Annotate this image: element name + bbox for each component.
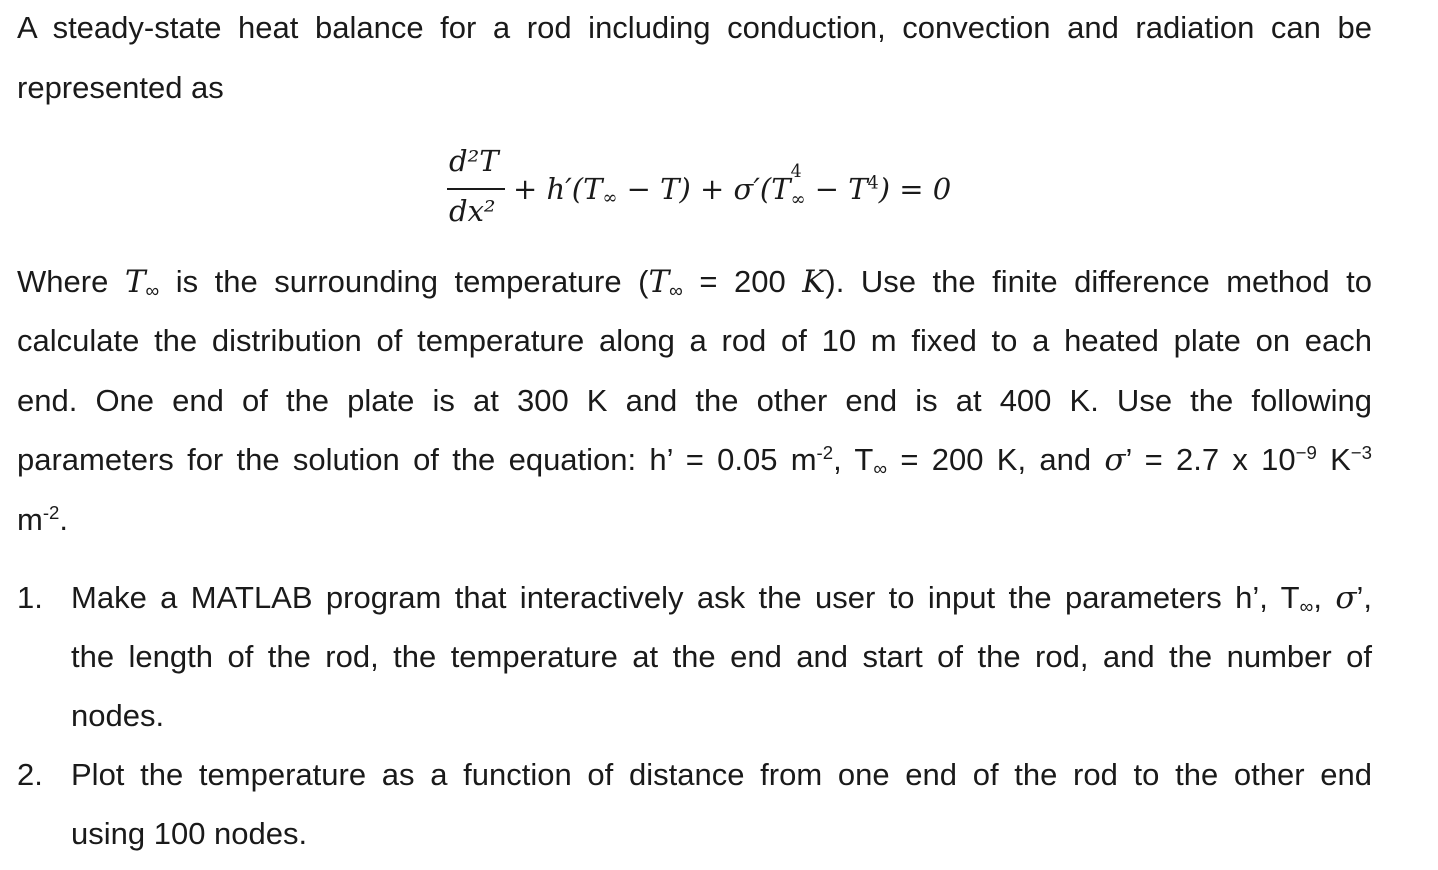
- p4-text-b: , T: [833, 442, 874, 477]
- eq-term-2b: − T: [805, 172, 868, 206]
- equation-terms: [513, 162, 952, 210]
- fraction-numerator: d²T: [449, 144, 499, 178]
- p1-t-symbol-2: T: [648, 264, 670, 300]
- eq-pow-4b: 4: [867, 173, 879, 194]
- intro-line-2: represented as: [17, 70, 224, 105]
- list-item-2-line-1: Plot the temperature as a function of distance from one end of the rod to the other end: [71, 757, 1372, 792]
- list-item-1-number: 1.: [17, 580, 43, 615]
- li1-text-a: Make a MATLAB program that interactively ask the user to input the parameters h’, T: [71, 580, 1300, 615]
- p4-text-c: = 200 K, and: [887, 442, 1105, 477]
- p1-text-b: is the surrounding temperature (: [159, 264, 649, 299]
- li1-sigma: σ: [1335, 580, 1357, 616]
- p5-text-b: .: [59, 502, 68, 537]
- eq-t-inf-4: [790, 162, 806, 210]
- paragraph-line-5: [17, 502, 68, 538]
- fraction-bar: [447, 188, 505, 190]
- p4-text-d: ’ = 2.7 x 10: [1125, 442, 1296, 477]
- li1-text-b: ,: [1313, 580, 1336, 615]
- paragraph-line-1: [17, 264, 1372, 300]
- p5-exp: -2: [42, 501, 60, 523]
- p1-inf-2: ∞: [669, 280, 683, 302]
- li1-inf: ∞: [1299, 596, 1314, 618]
- eq-pow-4: 4: [790, 162, 802, 182]
- paragraph-line-2: calculate the distribution of temperature along a rod of 10 m fixed to a heated plate on each: [17, 323, 1372, 358]
- p1-inf: ∞: [145, 280, 160, 302]
- p4-text-a: parameters for the solution of the equation: h’ = 0.05 m: [17, 442, 817, 477]
- p4-exp-1: -2: [816, 441, 834, 463]
- p4-sigma: σ: [1104, 442, 1126, 478]
- paragraph-line-3: end. One end of the plate is at 300 K and the other end is at 400 K. Use the following: [17, 383, 1372, 418]
- list-item-1-line-3: nodes.: [71, 698, 165, 733]
- eq-inf-2: ∞: [790, 189, 806, 210]
- p1-text-a: Where: [17, 264, 125, 299]
- eq-term-1: + h′(T: [513, 172, 603, 206]
- p4-exp-2: −9: [1295, 441, 1317, 463]
- p1-k-symbol: K: [802, 264, 826, 300]
- p1-text-c: = 200: [682, 264, 803, 299]
- eq-term-1b: − T) + σ′(T: [617, 172, 791, 206]
- list-item-1-line-1: [71, 580, 1372, 616]
- p1-t-symbol: T: [124, 264, 146, 300]
- paragraph-line-4: [17, 442, 1372, 478]
- p4-inf: ∞: [873, 458, 888, 480]
- fraction-denominator: dx²: [449, 194, 496, 228]
- p1-text-d: ). Use the finite difference method to: [825, 264, 1372, 299]
- p4-text-e: K: [1316, 442, 1351, 477]
- list-item-2-line-2: using 100 nodes.: [71, 816, 308, 851]
- eq-tail: ) = 0: [878, 172, 952, 206]
- li1-text-c: ’,: [1356, 580, 1372, 615]
- p4-exp-3: −3: [1350, 441, 1372, 463]
- list-item-1-line-2: the length of the rod, the temperature at the end and start of the rod, and the number of: [71, 639, 1372, 674]
- eq-inf-1: ∞: [602, 187, 618, 209]
- intro-line-1: A steady-state heat balance for a rod including conduction, convection and radiation can be: [17, 10, 1372, 45]
- list-item-2-number: 2.: [17, 757, 43, 792]
- p5-text-a: m: [17, 502, 43, 537]
